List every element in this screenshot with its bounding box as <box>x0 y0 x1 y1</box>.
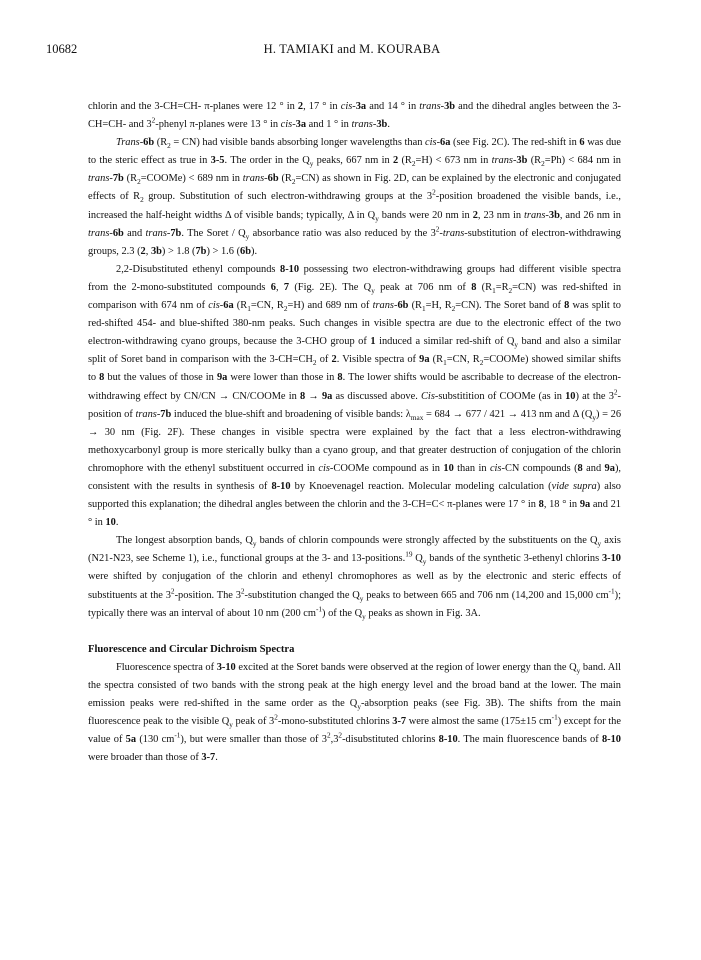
page-number: 10682 <box>46 42 78 56</box>
running-head: H. TAMIAKI and M. KOURABA <box>263 42 441 56</box>
paragraph-4: The longest absorption bands, $Q_y$ bands of chlorin compounds were strongly affected by the substituents on the $Q_y$ axis (N21-N23, see Scheme 1), i.e., functional groups at the 3- and 13-positions.$^{19}$ $Q_y$ bands of the synthetic 3-ethenyl chlorins 3-10 were shifted by conjugation of the chlorin and ethenyl chromophores as well as by the electronic and steric effects of substituents at the $3^2$-position. The $3^2$-substitution changed the $Q_y$ peaks to between 665 and 706 nm (14,200 and 15,000 $cm^{-1}$); typically there was an interval of about 10 nm (200 $cm^{-1}$) of the $Q_y$ peaks as shown in Fig. 3A. <box>88 535 621 621</box>
paragraph-1: chlorin and the 3-CH=CH- π-planes were 12 ° in 2, 17 ° in cis-3a and 14 ° in trans-3b and the dihedral angles between the 3-CH=CH- and $3^2$-phenyl π-planes were 13 ° in cis-3a and 1 ° in trans-3b. <box>88 101 621 131</box>
paragraph-5: Fluorescence spectra of 3-10 excited at the Soret bands were observed at the region of lower energy than the $Q_y$ band. All the spectra consisted of two bands with the strong peak at the high energy level and the broad band at the lower. The main emission peaks were red-shifted in the same order as the $Q_y$-absorption peaks (see Fig. 3B). The shifts from the main fluorescence peak to the visible $Q_y$ peak of $3^2-mono$-substituted chlorins 3-7 were almost the same (175±15 $cm^{-1}$) except for the value of 5a (130 $cm^{-1}$), but were smaller than those of $3^2,3^2$-disubstituted chlorins 8-10. The main fluorescence bands of 8-10 were broader than those of 3-7. <box>88 661 621 764</box>
body-text <box>88 98 621 767</box>
paragraph-2: Trans-6b $(R_2 = CN)$ had visible bands absorbing longer wavelengths than cis-6a (see Fig. 2C). The red-shift in 6 was due to the steric effect as true in 3-5. The order in the $Q_y$ peaks, 667 nm in 2 $(R_2=H) < 673$ nm in trans-3b $(R_2=Ph) < 684$ nm in trans-7b $(R_2=COOMe) < 689$ nm in trans-6b $(R_2=CN)$ as shown in Fig. 2D, can be explained by the electronic and conjugated effects of $R_2$ group. Substitution of such electron-withdrawing groups at the $3^2$-position broadened the visible bands, i.e., increased the half-height widths Δ of visible bands; typically, Δ in $Q_y$ bands were 20 nm in 2, 23 nm in trans-3b, and 26 nm in trans-6b and trans-7b. The Soret / $Q_y$ absorbance ratio was also reduced by the $3^2-trans$-substitution of electron-withdrawing groups, 2.3 (2, 3b) > 1.8 (7b) > 1.6 (6b). <box>88 137 622 257</box>
section-heading: Fluorescence and Circular Dichroism Spectra <box>88 643 295 655</box>
paragraph-3: 2,2-Disubstituted ethenyl compounds 8-10 possessing two electron-withdrawing groups had different visible spectra from the 2-mono-substituted compounds 6, 7 (Fig. 2E). The $Q_y$ peak at 706 nm of 8 $(R_1=R_2=CN)$ was red-shifted in comparison with 674 nm of cis-6a ($R_1=CN$, $R_2=H$) and 689 nm of trans-6b ($R_1=H$, $R_2=CN$). The Soret band of 8 was split to red-shifted 454- and blue-shifted 380-nm peaks. Such changes in visible spectra are due to the electronic effect of the two electron-withdrawing cyano groups, because the 3-CHO group of 1 induced a similar red-shift of $Q_y$ band and also a similar split of Soret band in comparison with the $3-CH=CH_2$ of 2. Visible spectra of 9a ($R_1=CN$, $R_2=COOMe$) showed similar shifts to 8 but the values of those in 9a were lower than those in 8. The lower shifts would be ascribable to decrease of the electron-withdrawing effect by CN/CN → CN/COOMe in 8 → 9a as discussed above. Cis-substitition of COOMe (as in 10) at the $3^2$-position of trans-7b induced the blue-shift and broadening of visible bands: $\lambda_{max} = 684 \to 677 / 421 \to 413$ nm and Δ $(Q_y) = 26 \to 30$ nm (Fig. 2F). These changes in visible spectra were explained by the fact that a less electron-withdrawing methoxycarbonyl group is more sterically bulky than a cyano group, and that greater destruction of conjugation of the chlorin chromophore with the ethenyl substituent occurred in cis-COOMe compound as in 10 than in cis-CN compounds (8 and 9a), consistent with the results in synthesis of 8-10 by Knoevenagel reaction. Molecular modeling calculation (vide supra) also supported this explanation; the dihedral angles between the chlorin and the 3-CH=C< π-planes were 17 ° in 8, 18 ° in 9a and 21 ° in 10. <box>88 263 622 529</box>
page-header <box>46 42 658 62</box>
